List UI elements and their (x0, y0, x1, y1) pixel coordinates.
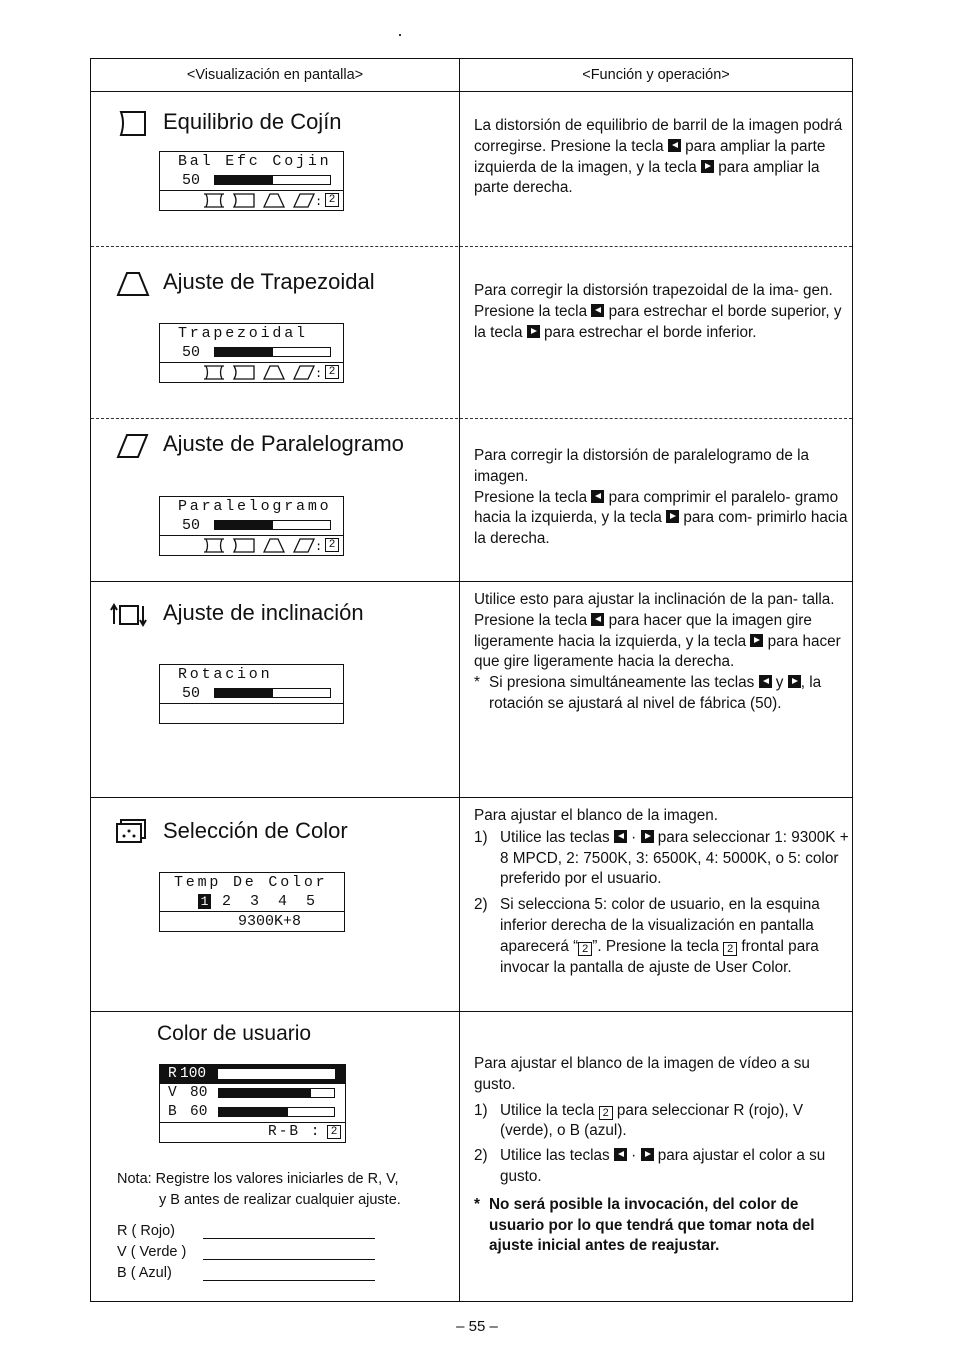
item-text: para seleccionar R (rojo), V (verde), o B (azul). (500, 1101, 804, 1140)
warning-text: No será posible la invocación, del color de usuario por lo que tendrá que tomar nota del ajuste inicial antes de reajustar. (489, 1195, 815, 1255)
row-label: R (168, 1066, 177, 1082)
indicator-2: 2 (327, 1125, 341, 1139)
note-mark: * (474, 674, 480, 692)
desc-cojin (474, 116, 849, 199)
key-separator: · (631, 1147, 637, 1165)
desc-color (474, 806, 849, 978)
shape-icons (202, 364, 322, 381)
level-fill (219, 1108, 288, 1116)
desc-inclinacion (474, 590, 849, 715)
note (117, 1169, 401, 1211)
field-v-label: V ( Verde ) (117, 1244, 187, 1260)
item-number: 2) (474, 896, 488, 914)
section-title: Ajuste de Trapezoidal (163, 269, 375, 294)
footer-label: R-B : (268, 1124, 322, 1140)
color-select-icon (115, 816, 151, 846)
table-header (91, 59, 852, 92)
left-key-icon (614, 830, 627, 843)
osd-panel (159, 151, 344, 211)
level-bar (214, 347, 331, 357)
desc-text: para comprimir el paralelo- gramo hacia la izquierda, y la tecla (474, 488, 839, 527)
shape-icons (202, 537, 322, 554)
indicator-2: 2 (325, 365, 339, 379)
osd-name: Temp De Color (174, 874, 328, 891)
item-text: Utilice las teclas (500, 828, 610, 846)
level-bar (218, 1107, 335, 1117)
desc-text: Presione la tecla (474, 302, 588, 320)
key-separator: · (631, 828, 637, 846)
row-label: B (168, 1104, 177, 1120)
note-text: , la rotación se ajustará al nivel de fábrica (50). (489, 674, 822, 712)
row-divider (91, 797, 852, 798)
field-r-label: R ( Rojo) (117, 1223, 176, 1239)
desc-paralelogramo (474, 446, 849, 550)
desc-text: Presione la tecla (474, 488, 588, 506)
desc-text: Para corregir la distorsión de paralelogramo de la imagen. (474, 447, 810, 485)
desc-usuario (474, 1054, 849, 1257)
right-key-icon (750, 634, 763, 647)
color-option-selected: 1 (198, 894, 211, 909)
desc-trapezoidal (474, 281, 849, 343)
field-b-label: B ( Azul) (117, 1265, 172, 1281)
indicator-2: 2 (325, 538, 339, 552)
field-b-line[interactable] (203, 1280, 375, 1281)
key-2-icon: 2 (578, 942, 592, 956)
svg-text::: : (315, 367, 322, 381)
header-funcion: <Función y operación> (582, 67, 730, 83)
osd-value: 50 (182, 517, 201, 534)
desc-text: Para ajustar el blanco de la imagen. (474, 807, 719, 824)
osd-panel (159, 496, 344, 556)
level-fill (215, 348, 273, 356)
desc-text: para ampliar la parte izquierda de la imagen, y la tecla (474, 137, 826, 176)
item-text: Utilice las teclas (500, 1147, 610, 1165)
right-key-icon (641, 830, 654, 843)
row-value: 100 (180, 1066, 207, 1082)
shape-icons (202, 192, 322, 209)
desc-text: para estrechar el borde inferior. (543, 323, 757, 341)
color-option: 5 (306, 893, 316, 910)
key-2-icon: 2 (599, 1106, 613, 1120)
section-title: Ajuste de Paralelogramo (163, 431, 404, 456)
level-fill (219, 1070, 334, 1078)
osd-panel (159, 664, 344, 724)
osd-panel (159, 1064, 346, 1143)
desc-text: para ampliar la parte derecha. (474, 158, 820, 197)
color-option: 2 (222, 893, 232, 910)
row-divider (91, 1011, 852, 1012)
settings-table (90, 58, 853, 1302)
svg-text::: : (315, 540, 322, 554)
color-options (160, 892, 344, 911)
desc-text: para hacer que gire ligeramente hacia la derecha. (474, 632, 841, 671)
level-bar (214, 520, 331, 530)
note-line: Nota: Registre los valores iniciarles de R, V, (117, 1171, 399, 1187)
color-option: 3 (250, 893, 260, 910)
svg-text::: : (315, 195, 322, 209)
color-option: 4 (278, 893, 288, 910)
left-key-icon (591, 490, 604, 503)
right-key-icon (788, 675, 801, 688)
item-number: 1) (474, 828, 488, 846)
page-number: – 55 – (456, 1318, 498, 1335)
section-title: Color de usuario (157, 1022, 312, 1045)
row-value: 60 (190, 1104, 208, 1120)
item-text: Utilice la tecla (500, 1101, 595, 1119)
osd-row-r (160, 1065, 345, 1084)
color-preset: 9300K+8 (238, 913, 302, 930)
item-text: ”. Presione la tecla (592, 937, 719, 955)
level-fill (215, 521, 273, 529)
desc-text: para estrechar el borde superior, y la tecla (474, 302, 842, 341)
field-r-line[interactable] (203, 1238, 375, 1239)
left-key-icon (759, 675, 772, 688)
row-label: V (168, 1085, 177, 1101)
right-key-icon (527, 325, 540, 338)
osd-row-b (160, 1103, 345, 1122)
osd-row-v (160, 1084, 345, 1103)
section-title: Ajuste de inclinación (163, 600, 364, 625)
osd-name: Paralelogramo (178, 498, 332, 515)
level-fill (215, 689, 273, 697)
osd-name: Trapezoidal (178, 325, 308, 342)
osd-value: 50 (182, 344, 201, 361)
right-key-icon (666, 510, 679, 523)
level-bar (214, 175, 331, 185)
tilt-rotation-icon (109, 600, 149, 630)
left-key-icon (591, 304, 604, 317)
trapezoid-icon (115, 269, 151, 299)
desc-text: Utilice esto para ajustar la inclinación de la pan- talla. (474, 591, 835, 608)
row-divider (91, 581, 852, 582)
right-key-icon (641, 1148, 654, 1161)
item-number: 2) (474, 1147, 488, 1165)
item-text: frontal para invocar la pantalla de ajuste de User Color. (500, 937, 819, 976)
right-key-icon (701, 160, 714, 173)
desc-text: La distorsión de equilibrio de barril de la imagen podrá corregirse. Presione la tecla (474, 117, 843, 155)
key-2-icon: 2 (723, 942, 737, 956)
item-text: para ajustar el color a su gusto. (500, 1147, 826, 1185)
level-fill (219, 1089, 311, 1097)
osd-name: Bal Efc Cojin (178, 153, 332, 170)
desc-text: para com- primirlo hacia la derecha. (474, 509, 848, 548)
left-key-icon (668, 139, 681, 152)
indicator-2: 2 (325, 193, 339, 207)
desc-text: Para corregir la distorsión trapezoidal de la ima- gen. (474, 282, 833, 299)
parallelogram-icon (115, 431, 151, 461)
note-text: Si presiona simultáneamente las teclas (489, 674, 755, 692)
left-key-icon (614, 1148, 627, 1161)
field-v-line[interactable] (203, 1259, 375, 1260)
row-divider (91, 418, 852, 419)
note-text: y (775, 674, 784, 692)
level-bar (218, 1088, 335, 1098)
row-value: 80 (190, 1085, 208, 1101)
level-fill (215, 176, 273, 184)
osd-name: Rotacion (178, 666, 273, 683)
note-line: y B antes de realizar cualquier ajuste. (159, 1192, 401, 1208)
osd-value: 50 (182, 685, 201, 702)
pincushion-balance-icon (115, 109, 151, 139)
level-bar (218, 1069, 335, 1079)
header-visualizacion: <Visualización en pantalla> (186, 67, 364, 83)
osd-panel (159, 323, 344, 383)
desc-text: Presione la tecla (474, 611, 588, 629)
item-text: para seleccionar 1: 9300K + 8 MPCD, 2: 7500K, 3: 6500K, 4: 5000K, o 5: color preferido por el usuario. (500, 828, 849, 888)
section-title: Equilibrio de Cojín (163, 109, 342, 134)
warning-mark: * (474, 1195, 480, 1213)
row-divider (91, 246, 852, 247)
desc-text: Para ajustar el blanco de la imagen de vídeo a su gusto. (474, 1055, 810, 1093)
section-title: Selección de Color (163, 818, 348, 843)
desc-text: para hacer que la imagen gire ligeramente hacia la izquierda, y la tecla (474, 611, 812, 650)
item-number: 1) (474, 1101, 488, 1119)
stray-dot (399, 34, 401, 36)
osd-panel (159, 872, 345, 932)
item-text: Si selecciona 5: color de usuario, en la esquina inferior derecha de la visualización en pantalla aparecerá “ (500, 896, 820, 955)
left-key-icon (591, 613, 604, 626)
osd-value: 50 (182, 172, 201, 189)
level-bar (214, 688, 331, 698)
